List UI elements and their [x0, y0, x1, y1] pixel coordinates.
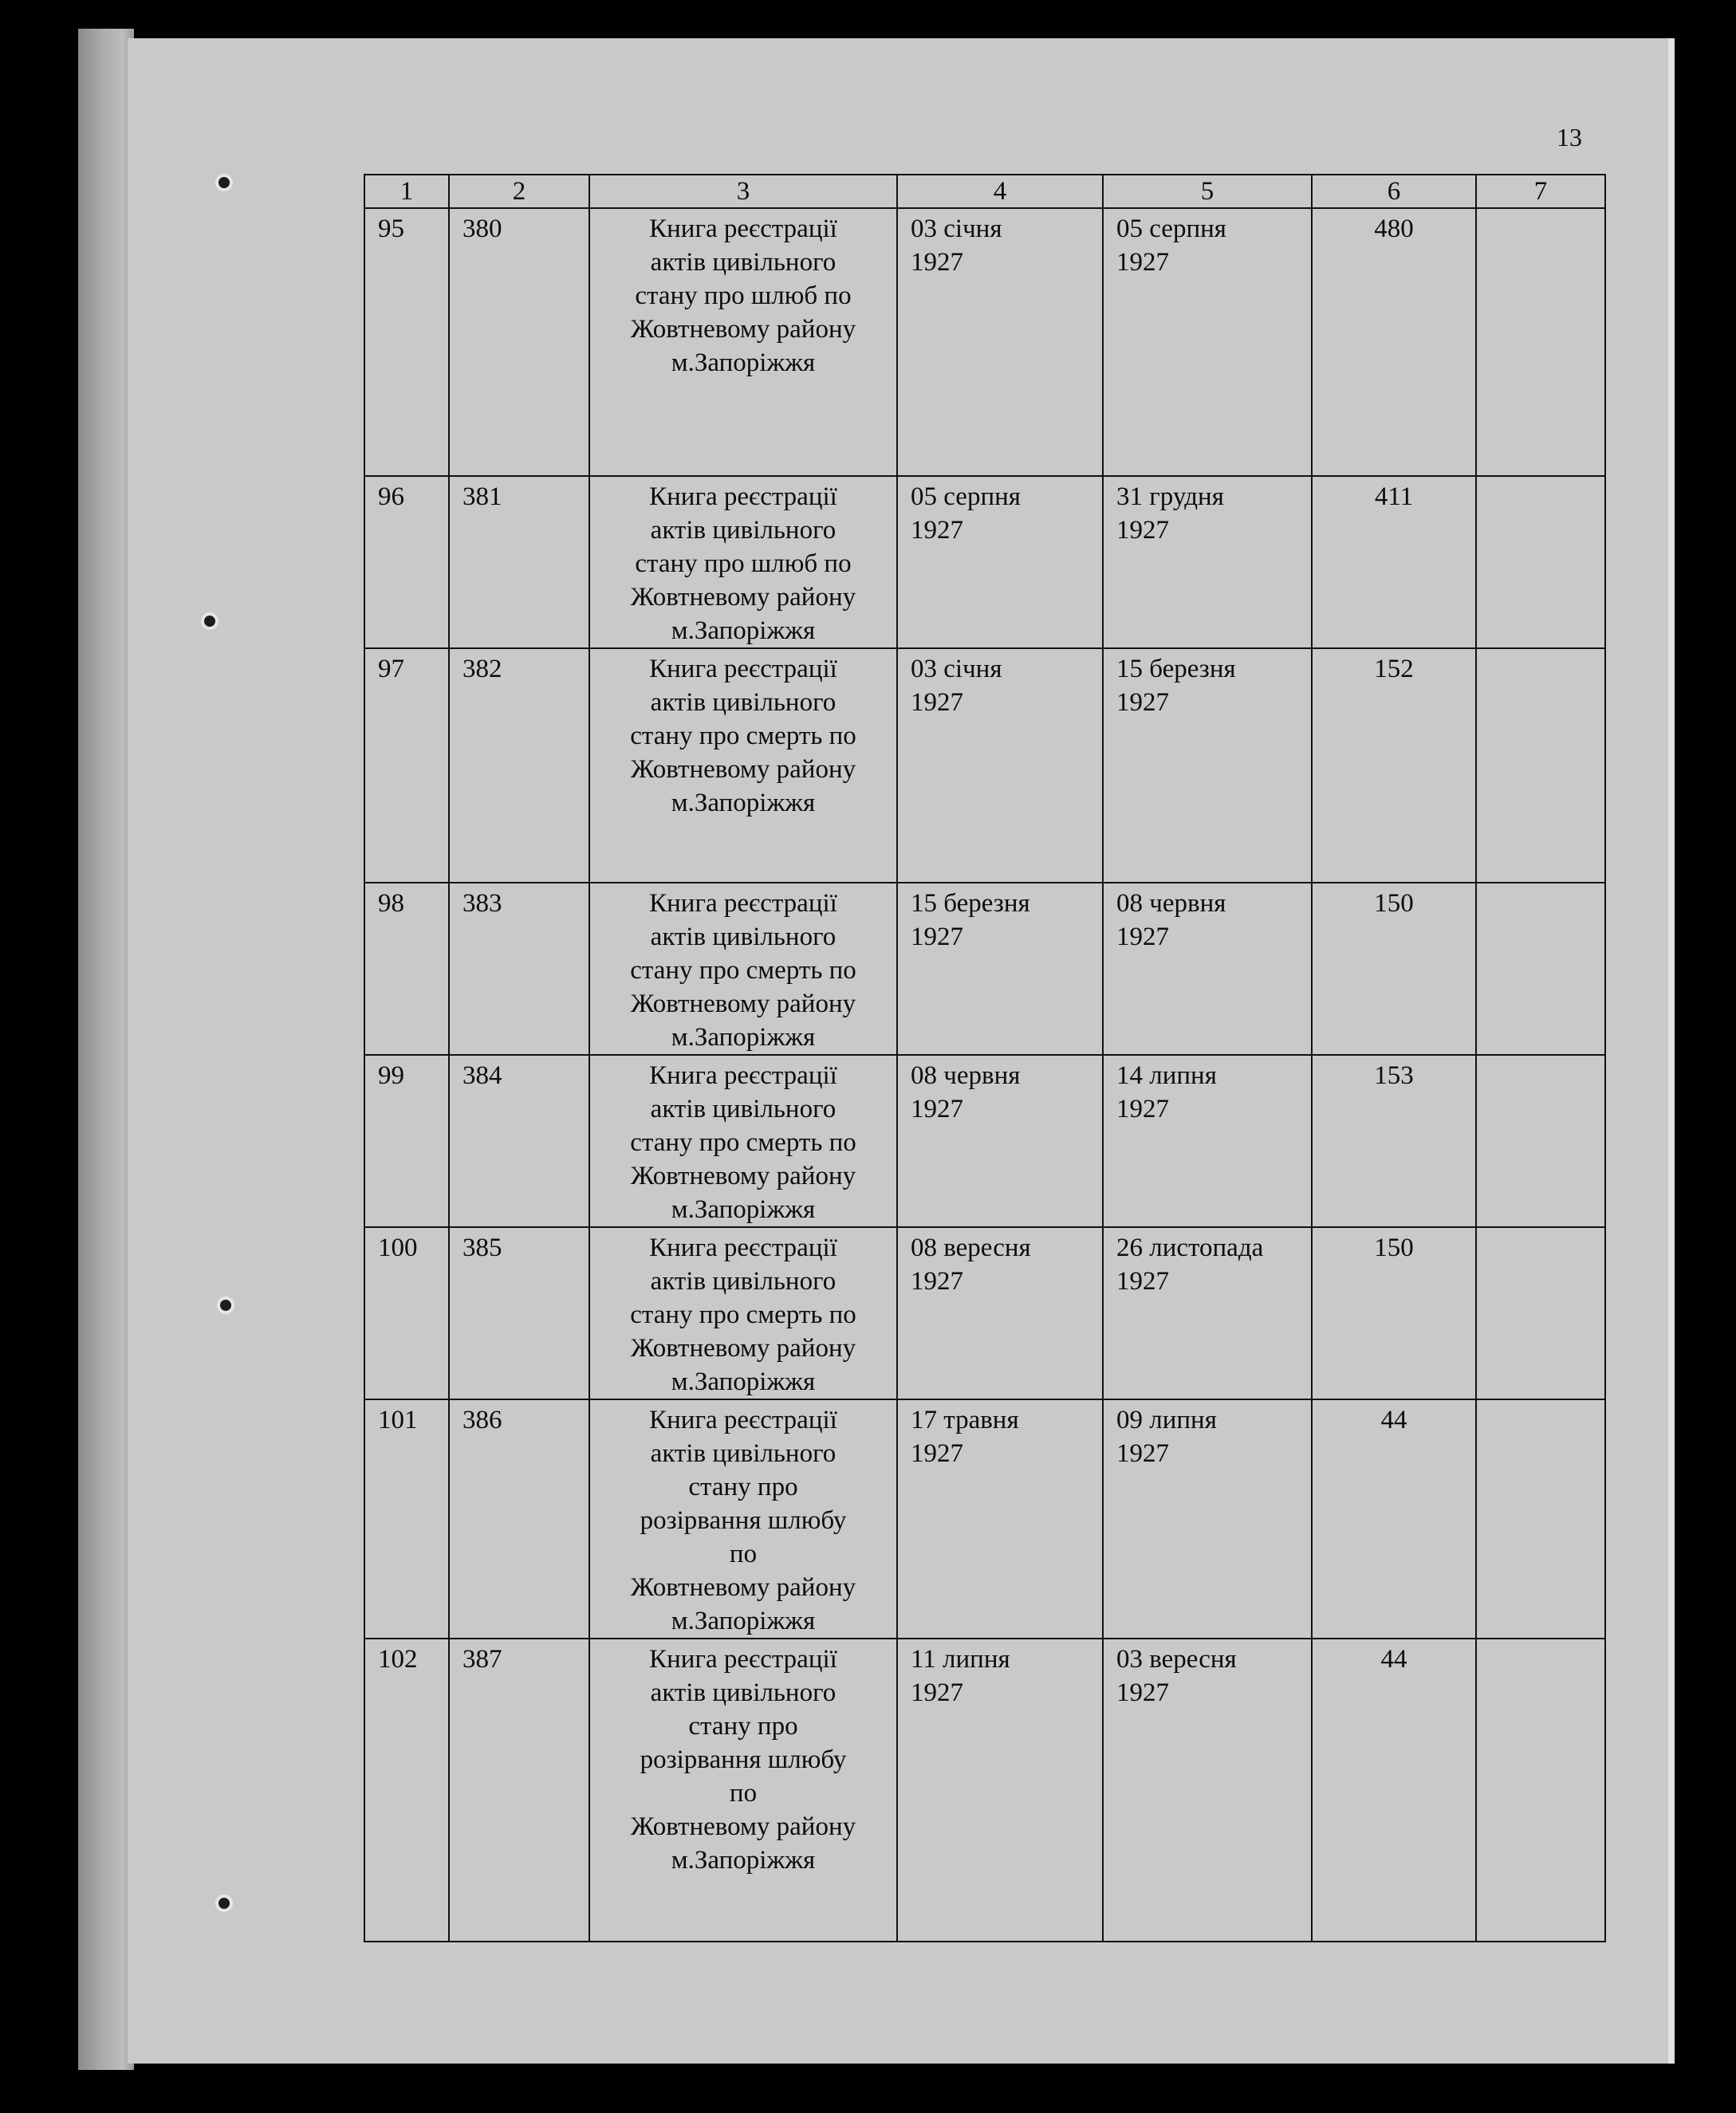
- start-date-cell: [897, 1227, 1103, 1399]
- title-line: стану про шлюб по: [635, 549, 852, 578]
- file-number: 382: [463, 655, 502, 683]
- end-date-cell: [1103, 208, 1312, 476]
- start-date-cell: [897, 1639, 1103, 1942]
- file-number: 385: [463, 1234, 502, 1262]
- page-count: 150: [1374, 1234, 1414, 1262]
- end-date-line: 1927: [1116, 1267, 1169, 1296]
- title-line: м.Запоріжжя: [671, 1607, 816, 1635]
- title-line: актів цивільного: [650, 1095, 837, 1123]
- end-date-cell: [1103, 1639, 1312, 1942]
- column-header: 4: [897, 175, 1103, 208]
- end-date-line: 1927: [1116, 923, 1169, 951]
- binder-hole: [215, 174, 233, 191]
- title-cell: [589, 476, 897, 648]
- title-line: розірвання шлюбу: [640, 1506, 847, 1535]
- end-date-line: 14 липня: [1116, 1061, 1217, 1090]
- pages-cell: [1312, 883, 1476, 1055]
- start-date-line: 05 серпня: [911, 482, 1021, 511]
- title-line: Жовтневому району: [630, 1162, 856, 1190]
- start-date-line: 03 січня: [911, 214, 1002, 243]
- pages-cell: [1312, 1227, 1476, 1399]
- item-number: 100: [378, 1234, 418, 1262]
- column-header: 1: [364, 175, 449, 208]
- start-date-line: 08 вересня: [911, 1234, 1031, 1262]
- title-line: Жовтневому району: [630, 315, 856, 344]
- file-number: 386: [463, 1406, 502, 1434]
- title-line: Жовтневому району: [630, 1573, 856, 1602]
- page-count: 44: [1380, 1406, 1407, 1434]
- item-number-cell: [364, 1227, 449, 1399]
- title-line: Книга реєстрації: [649, 1406, 837, 1434]
- title-line: Книга реєстрації: [649, 1234, 837, 1262]
- pages-cell: [1312, 1055, 1476, 1227]
- column-header: 5: [1103, 175, 1312, 208]
- title-line: актів цивільного: [650, 516, 837, 545]
- item-number: 97: [378, 655, 404, 683]
- title-line: Книга реєстрації: [649, 214, 837, 243]
- table-row: [364, 1055, 1605, 1227]
- item-number-cell: [364, 1639, 449, 1942]
- title-line: актів цивільного: [650, 688, 837, 717]
- item-number: 96: [378, 482, 404, 511]
- table-row: [364, 476, 1605, 648]
- item-number-cell: [364, 1055, 449, 1227]
- file-number: 384: [463, 1061, 502, 1090]
- start-date-cell: [897, 883, 1103, 1055]
- item-number: 98: [378, 889, 404, 918]
- file-number: 381: [463, 482, 502, 511]
- table-row: [364, 1639, 1605, 1942]
- title-line: Жовтневому району: [630, 583, 856, 612]
- title-line: стану про смерть по: [630, 956, 856, 985]
- file-number-cell: [449, 476, 589, 648]
- title-cell: [589, 1639, 897, 1942]
- start-date-line: 08 червня: [911, 1061, 1021, 1090]
- end-date-cell: [1103, 476, 1312, 648]
- file-number-cell: [449, 208, 589, 476]
- title-line: по: [729, 1779, 758, 1808]
- title-line: м.Запоріжжя: [671, 348, 816, 377]
- end-date-line: 1927: [1116, 1095, 1169, 1123]
- end-date-line: 1927: [1116, 1678, 1169, 1707]
- title-line: стану про смерть по: [630, 1300, 856, 1329]
- title-line: стану про смерть по: [630, 1128, 856, 1157]
- title-line: м.Запоріжжя: [671, 616, 816, 645]
- start-date-line: 1927: [911, 923, 963, 951]
- title-line: Жовтневому району: [630, 1812, 856, 1841]
- title-line: м.Запоріжжя: [671, 1195, 816, 1224]
- file-number: 383: [463, 889, 502, 918]
- file-number-cell: [449, 883, 589, 1055]
- table-row: [364, 208, 1605, 476]
- notes-cell: [1476, 1227, 1605, 1399]
- column-header: 7: [1476, 175, 1605, 208]
- file-number-cell: [449, 1055, 589, 1227]
- notes-cell: [1476, 648, 1605, 883]
- end-date-line: 1927: [1116, 516, 1169, 545]
- title-line: стану про: [688, 1473, 798, 1501]
- title-line: Книга реєстрації: [649, 655, 837, 683]
- end-date-line: 08 червня: [1116, 889, 1226, 918]
- archive-inventory-table: [364, 174, 1606, 1942]
- item-number: 101: [378, 1406, 418, 1434]
- title-line: актів цивільного: [650, 1267, 837, 1296]
- end-date-line: 31 грудня: [1116, 482, 1224, 511]
- title-line: Жовтневому району: [630, 755, 856, 784]
- title-line: м.Запоріжжя: [671, 1367, 816, 1396]
- title-line: стану про смерть по: [630, 722, 856, 750]
- title-cell: [589, 883, 897, 1055]
- start-date-line: 1927: [911, 1095, 963, 1123]
- end-date-line: 15 березня: [1116, 655, 1236, 683]
- column-header: 3: [589, 175, 897, 208]
- title-cell: [589, 208, 897, 476]
- notes-cell: [1476, 1055, 1605, 1227]
- file-number: 380: [463, 214, 502, 243]
- notes-cell: [1476, 476, 1605, 648]
- page-count: 152: [1374, 655, 1414, 683]
- end-date-line: 05 серпня: [1116, 214, 1226, 243]
- title-cell: [589, 1399, 897, 1639]
- start-date-line: 11 липня: [911, 1645, 1010, 1674]
- item-number-cell: [364, 1399, 449, 1639]
- title-cell: [589, 1227, 897, 1399]
- end-date-cell: [1103, 883, 1312, 1055]
- table-row: [364, 1399, 1605, 1639]
- notes-cell: [1476, 1399, 1605, 1639]
- title-line: м.Запоріжжя: [671, 1023, 816, 1052]
- start-date-line: 1927: [911, 248, 963, 277]
- notes-cell: [1476, 208, 1605, 476]
- pages-cell: [1312, 1639, 1476, 1942]
- binder-hole: [201, 612, 218, 630]
- pages-cell: [1312, 476, 1476, 648]
- file-number-cell: [449, 1227, 589, 1399]
- end-date-line: 1927: [1116, 688, 1169, 717]
- start-date-line: 1927: [911, 1267, 963, 1296]
- title-line: Книга реєстрації: [649, 482, 837, 511]
- title-line: Книга реєстрації: [649, 1061, 837, 1090]
- table-row: [364, 883, 1605, 1055]
- item-number-cell: [364, 648, 449, 883]
- item-number-cell: [364, 883, 449, 1055]
- end-date-line: 03 вересня: [1116, 1645, 1237, 1674]
- start-date-line: 1927: [911, 516, 963, 545]
- end-date-cell: [1103, 1399, 1312, 1639]
- title-line: розірвання шлюбу: [640, 1745, 847, 1774]
- pages-cell: [1312, 208, 1476, 476]
- item-number-cell: [364, 476, 449, 648]
- page-count: 480: [1374, 214, 1414, 243]
- end-date-cell: [1103, 1055, 1312, 1227]
- start-date-cell: [897, 648, 1103, 883]
- end-date-line: 1927: [1116, 1439, 1169, 1468]
- pages-cell: [1312, 648, 1476, 883]
- binding-strip: [78, 29, 134, 2070]
- end-date-cell: [1103, 1227, 1312, 1399]
- table-row: [364, 1227, 1605, 1399]
- title-line: стану про шлюб по: [635, 281, 852, 310]
- title-line: актів цивільного: [650, 1678, 837, 1707]
- page-count: 150: [1374, 889, 1414, 918]
- start-date-cell: [897, 476, 1103, 648]
- start-date-cell: [897, 1055, 1103, 1227]
- title-line: Жовтневому району: [630, 990, 856, 1018]
- file-number-cell: [449, 1639, 589, 1942]
- title-line: стану про: [688, 1712, 798, 1741]
- end-date-line: 09 липня: [1116, 1406, 1217, 1434]
- title-line: по: [729, 1540, 758, 1568]
- page-count: 411: [1374, 482, 1414, 511]
- end-date-line: 26 листопада: [1116, 1234, 1264, 1262]
- title-cell: [589, 648, 897, 883]
- start-date-line: 03 січня: [911, 655, 1002, 683]
- item-number: 95: [378, 214, 404, 243]
- item-number-cell: [364, 208, 449, 476]
- start-date-line: 1927: [911, 1439, 963, 1468]
- page-number: 13: [1557, 123, 1582, 151]
- file-number: 387: [463, 1645, 502, 1674]
- start-date-line: 1927: [911, 1678, 963, 1707]
- title-line: м.Запоріжжя: [671, 789, 816, 817]
- title-line: м.Запоріжжя: [671, 1846, 816, 1875]
- column-header: 6: [1312, 175, 1476, 208]
- start-date-line: 15 березня: [911, 889, 1030, 918]
- title-line: Жовтневому району: [630, 1334, 856, 1363]
- file-number-cell: [449, 648, 589, 883]
- notes-cell: [1476, 1639, 1605, 1942]
- pages-cell: [1312, 1399, 1476, 1639]
- binder-hole: [215, 1895, 233, 1912]
- title-line: актів цивільного: [650, 923, 837, 951]
- column-header: 2: [449, 175, 589, 208]
- title-cell: [589, 1055, 897, 1227]
- end-date-line: 1927: [1116, 248, 1169, 277]
- start-date-cell: [897, 1399, 1103, 1639]
- table-row: [364, 648, 1605, 883]
- page-count: 153: [1374, 1061, 1414, 1090]
- start-date-cell: [897, 208, 1103, 476]
- title-line: Книга реєстрації: [649, 1645, 837, 1674]
- title-line: актів цивільного: [650, 1439, 837, 1468]
- title-line: актів цивільного: [650, 248, 837, 277]
- binder-hole: [217, 1297, 234, 1314]
- file-number-cell: [449, 1399, 589, 1639]
- page-count: 44: [1380, 1645, 1407, 1674]
- start-date-line: 1927: [911, 688, 963, 717]
- notes-cell: [1476, 883, 1605, 1055]
- end-date-cell: [1103, 648, 1312, 883]
- header-row: [364, 175, 1605, 208]
- title-line: Книга реєстрації: [649, 889, 837, 918]
- item-number: 99: [378, 1061, 404, 1090]
- item-number: 102: [378, 1645, 418, 1674]
- start-date-line: 17 травня: [911, 1406, 1019, 1434]
